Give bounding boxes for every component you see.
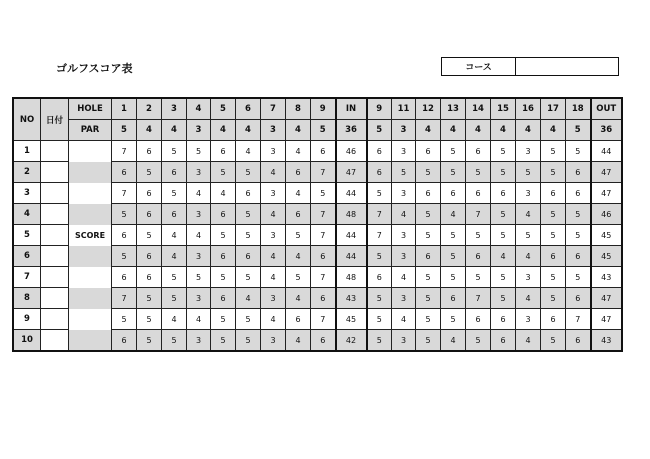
label-cell bbox=[69, 288, 112, 309]
score-cell[interactable]: 6 bbox=[137, 204, 162, 225]
score-cell[interactable]: 4 bbox=[516, 288, 541, 309]
score-cell[interactable]: 3 bbox=[187, 162, 211, 183]
table-row bbox=[14, 267, 622, 288]
score-cell[interactable]: 5 bbox=[211, 309, 236, 330]
score-cell[interactable]: 5 bbox=[541, 204, 566, 225]
score-cell[interactable]: 5 bbox=[516, 162, 541, 183]
out-total-cell: 45 bbox=[591, 246, 622, 267]
score-cell[interactable]: 6 bbox=[137, 267, 162, 288]
score-cell[interactable]: 4 bbox=[441, 330, 466, 351]
score-cell[interactable]: 6 bbox=[466, 246, 491, 267]
par-9: 5 bbox=[311, 120, 336, 141]
par-15: 4 bbox=[491, 120, 516, 141]
score-cell[interactable]: 6 bbox=[466, 141, 491, 162]
score-cell[interactable]: 7 bbox=[466, 288, 491, 309]
score-cell[interactable]: 5 bbox=[187, 267, 211, 288]
par-in-total: 36 bbox=[336, 120, 367, 141]
score-cell[interactable]: 4 bbox=[261, 162, 286, 183]
score-cell[interactable]: 3 bbox=[261, 330, 286, 351]
out-total-cell: 47 bbox=[591, 162, 622, 183]
score-cell[interactable]: 6 bbox=[416, 246, 441, 267]
score-cell[interactable]: 6 bbox=[441, 183, 466, 204]
score-cell[interactable]: 5 bbox=[286, 267, 311, 288]
hole-13: 13 bbox=[441, 99, 466, 120]
score-cell[interactable]: 5 bbox=[416, 204, 441, 225]
hole-1: 1 bbox=[112, 99, 137, 120]
score-cell[interactable]: 4 bbox=[261, 246, 286, 267]
in-total-cell: 46 bbox=[336, 141, 367, 162]
score-cell[interactable]: 4 bbox=[516, 246, 541, 267]
out-total-cell: 47 bbox=[591, 309, 622, 330]
table-row bbox=[14, 204, 622, 225]
par-10: 5 bbox=[367, 120, 392, 141]
score-cell[interactable]: 4 bbox=[392, 267, 416, 288]
score-table bbox=[13, 98, 622, 351]
par-12: 4 bbox=[416, 120, 441, 141]
score-cell[interactable]: 5 bbox=[236, 204, 261, 225]
score-cell[interactable]: 6 bbox=[286, 162, 311, 183]
score-cell[interactable]: 4 bbox=[211, 183, 236, 204]
score-cell[interactable]: 3 bbox=[516, 309, 541, 330]
score-cell[interactable]: 5 bbox=[491, 141, 516, 162]
score-cell[interactable]: 6 bbox=[162, 162, 187, 183]
score-cell[interactable]: 3 bbox=[392, 141, 416, 162]
score-cell[interactable]: 5 bbox=[541, 330, 566, 351]
score-cell[interactable]: 3 bbox=[261, 288, 286, 309]
par-17: 4 bbox=[541, 120, 566, 141]
score-cell[interactable]: 6 bbox=[137, 246, 162, 267]
date-cell[interactable] bbox=[41, 309, 69, 330]
score-cell[interactable]: 7 bbox=[311, 225, 336, 246]
score-cell[interactable]: 5 bbox=[441, 162, 466, 183]
table-row bbox=[14, 225, 622, 246]
score-cell[interactable]: 6 bbox=[367, 162, 392, 183]
score-cell[interactable]: 5 bbox=[236, 330, 261, 351]
course-field bbox=[441, 57, 619, 76]
score-cell[interactable]: 6 bbox=[137, 183, 162, 204]
score-cell[interactable]: 6 bbox=[466, 309, 491, 330]
score-cell[interactable]: 4 bbox=[261, 309, 286, 330]
score-cell[interactable]: 5 bbox=[566, 267, 591, 288]
row-number: 4 bbox=[14, 204, 41, 225]
row-number: 3 bbox=[14, 183, 41, 204]
score-cell[interactable]: 5 bbox=[566, 141, 591, 162]
score-cell[interactable]: 6 bbox=[367, 267, 392, 288]
score-cell[interactable]: 5 bbox=[491, 267, 516, 288]
score-cell[interactable]: 4 bbox=[261, 267, 286, 288]
score-cell[interactable]: 4 bbox=[187, 225, 211, 246]
page-title: ゴルフスコア表 bbox=[56, 62, 133, 75]
course-input[interactable] bbox=[516, 58, 618, 75]
score-cell[interactable]: 5 bbox=[211, 267, 236, 288]
score-cell[interactable]: 5 bbox=[367, 330, 392, 351]
score-cell[interactable]: 6 bbox=[491, 309, 516, 330]
score-cell[interactable]: 5 bbox=[162, 330, 187, 351]
score-cell[interactable]: 6 bbox=[566, 288, 591, 309]
par-4: 3 bbox=[187, 120, 211, 141]
score-cell[interactable]: 6 bbox=[311, 141, 336, 162]
date-cell[interactable] bbox=[41, 267, 69, 288]
table-row bbox=[14, 162, 622, 183]
score-cell[interactable]: 4 bbox=[516, 204, 541, 225]
score-cell[interactable]: 5 bbox=[211, 225, 236, 246]
score-cell[interactable]: 4 bbox=[162, 246, 187, 267]
hole-10: 9 bbox=[367, 99, 392, 120]
par-2: 4 bbox=[137, 120, 162, 141]
score-cell[interactable]: 3 bbox=[516, 267, 541, 288]
score-cell[interactable]: 4 bbox=[491, 246, 516, 267]
score-cell[interactable]: 5 bbox=[441, 246, 466, 267]
in-total-cell: 44 bbox=[336, 246, 367, 267]
par-out-total: 36 bbox=[591, 120, 622, 141]
header-par: PAR bbox=[69, 120, 112, 141]
score-cell[interactable]: 5 bbox=[162, 141, 187, 162]
score-cell[interactable]: 5 bbox=[187, 141, 211, 162]
score-cell[interactable]: 4 bbox=[516, 330, 541, 351]
score-cell[interactable]: 6 bbox=[566, 246, 591, 267]
table-row bbox=[14, 330, 622, 351]
score-cell[interactable]: 6 bbox=[162, 204, 187, 225]
score-cell[interactable]: 5 bbox=[491, 162, 516, 183]
in-total-cell: 42 bbox=[336, 330, 367, 351]
score-cell[interactable]: 5 bbox=[286, 225, 311, 246]
score-cell[interactable]: 7 bbox=[311, 267, 336, 288]
label-cell bbox=[69, 183, 112, 204]
date-cell[interactable] bbox=[41, 246, 69, 267]
score-cell[interactable]: 6 bbox=[367, 141, 392, 162]
par-8: 4 bbox=[286, 120, 311, 141]
score-cell[interactable]: 6 bbox=[236, 246, 261, 267]
hole-6: 6 bbox=[236, 99, 261, 120]
score-cell[interactable]: 4 bbox=[236, 141, 261, 162]
score-cell[interactable]: 5 bbox=[112, 204, 137, 225]
score-cell[interactable]: 6 bbox=[112, 330, 137, 351]
score-cell[interactable]: 3 bbox=[516, 141, 541, 162]
date-cell[interactable] bbox=[41, 288, 69, 309]
score-cell[interactable]: 5 bbox=[466, 267, 491, 288]
score-cell[interactable]: 6 bbox=[541, 309, 566, 330]
table-row bbox=[14, 288, 622, 309]
hole-14: 14 bbox=[466, 99, 491, 120]
score-cell[interactable]: 5 bbox=[566, 204, 591, 225]
score-cell[interactable]: 5 bbox=[367, 183, 392, 204]
hole-12: 12 bbox=[416, 99, 441, 120]
score-cell[interactable]: 6 bbox=[211, 204, 236, 225]
row-number: 5 bbox=[14, 225, 41, 246]
score-cell[interactable]: 5 bbox=[541, 225, 566, 246]
score-cell[interactable]: 4 bbox=[286, 246, 311, 267]
label-cell bbox=[69, 162, 112, 183]
hole-9: 9 bbox=[311, 99, 336, 120]
score-cell[interactable]: 6 bbox=[441, 288, 466, 309]
label-cell bbox=[69, 141, 112, 162]
out-total-cell: 44 bbox=[591, 141, 622, 162]
out-total-cell: 43 bbox=[591, 330, 622, 351]
label-cell bbox=[69, 330, 112, 351]
score-cell[interactable]: 5 bbox=[441, 225, 466, 246]
score-cell[interactable]: 5 bbox=[416, 309, 441, 330]
row-number: 7 bbox=[14, 267, 41, 288]
out-total-cell: 45 bbox=[591, 225, 622, 246]
out-total-cell: 43 bbox=[591, 267, 622, 288]
score-cell[interactable]: 4 bbox=[286, 330, 311, 351]
score-cell[interactable]: 5 bbox=[466, 225, 491, 246]
score-cell[interactable]: 7 bbox=[112, 288, 137, 309]
score-cell[interactable]: 6 bbox=[416, 183, 441, 204]
score-cell[interactable]: 4 bbox=[261, 204, 286, 225]
score-cell[interactable]: 5 bbox=[516, 225, 541, 246]
score-cell[interactable]: 5 bbox=[112, 309, 137, 330]
score-cell[interactable]: 6 bbox=[466, 183, 491, 204]
score-cell[interactable]: 3 bbox=[261, 183, 286, 204]
course-label: コース bbox=[442, 58, 516, 75]
table-row bbox=[14, 183, 622, 204]
in-total-cell: 45 bbox=[336, 309, 367, 330]
score-cell[interactable]: 5 bbox=[112, 246, 137, 267]
score-cell[interactable]: 5 bbox=[466, 162, 491, 183]
row-number: 9 bbox=[14, 309, 41, 330]
in-total-cell: 43 bbox=[336, 288, 367, 309]
in-total-cell: 44 bbox=[336, 183, 367, 204]
par-14: 4 bbox=[466, 120, 491, 141]
score-cell[interactable]: 6 bbox=[286, 204, 311, 225]
out-total-cell: 46 bbox=[591, 204, 622, 225]
score-cell[interactable]: 5 bbox=[416, 330, 441, 351]
par-1: 5 bbox=[112, 120, 137, 141]
par-18: 5 bbox=[566, 120, 591, 141]
score-cell[interactable]: 6 bbox=[566, 183, 591, 204]
score-cell[interactable]: 5 bbox=[162, 267, 187, 288]
in-total-cell: 48 bbox=[336, 267, 367, 288]
score-cell[interactable]: 7 bbox=[566, 309, 591, 330]
score-cell[interactable]: 6 bbox=[491, 330, 516, 351]
score-cell[interactable]: 3 bbox=[392, 288, 416, 309]
par-16: 4 bbox=[516, 120, 541, 141]
score-cell[interactable]: 6 bbox=[566, 330, 591, 351]
score-cell[interactable]: 7 bbox=[367, 204, 392, 225]
score-cell[interactable]: 3 bbox=[187, 288, 211, 309]
score-cell[interactable]: 6 bbox=[566, 162, 591, 183]
score-cell[interactable]: 5 bbox=[137, 309, 162, 330]
header-date: 日付 bbox=[41, 99, 69, 141]
score-cell[interactable]: 4 bbox=[286, 288, 311, 309]
par-6: 4 bbox=[236, 120, 261, 141]
score-cell[interactable]: 5 bbox=[367, 309, 392, 330]
table-row bbox=[14, 246, 622, 267]
label-cell bbox=[69, 246, 112, 267]
score-cell[interactable]: 4 bbox=[187, 309, 211, 330]
score-cell[interactable]: 5 bbox=[541, 162, 566, 183]
label-cell bbox=[69, 309, 112, 330]
score-cell[interactable]: 5 bbox=[541, 288, 566, 309]
score-cell[interactable]: 7 bbox=[311, 204, 336, 225]
header-in: IN bbox=[336, 99, 367, 120]
table-row bbox=[14, 141, 622, 162]
score-cell[interactable]: 6 bbox=[112, 162, 137, 183]
in-total-cell: 48 bbox=[336, 204, 367, 225]
score-cell[interactable]: 4 bbox=[162, 309, 187, 330]
hole-5: 5 bbox=[211, 99, 236, 120]
header-row-par bbox=[14, 120, 622, 141]
score-cell[interactable]: 5 bbox=[236, 309, 261, 330]
score-cell[interactable]: 5 bbox=[541, 267, 566, 288]
score-cell[interactable]: 5 bbox=[211, 162, 236, 183]
score-cell[interactable]: 5 bbox=[441, 141, 466, 162]
score-cell[interactable]: 5 bbox=[416, 162, 441, 183]
score-cell[interactable]: 5 bbox=[441, 267, 466, 288]
score-cell[interactable]: 6 bbox=[311, 246, 336, 267]
date-cell[interactable] bbox=[41, 225, 69, 246]
score-cell[interactable]: 6 bbox=[236, 183, 261, 204]
score-cell[interactable]: 6 bbox=[211, 141, 236, 162]
hole-18: 18 bbox=[566, 99, 591, 120]
row-number: 1 bbox=[14, 141, 41, 162]
score-cell[interactable]: 3 bbox=[392, 225, 416, 246]
date-cell[interactable] bbox=[41, 141, 69, 162]
score-cell[interactable]: 5 bbox=[162, 183, 187, 204]
hole-11: 11 bbox=[392, 99, 416, 120]
score-cell[interactable]: 4 bbox=[392, 309, 416, 330]
score-cell[interactable]: 4 bbox=[162, 225, 187, 246]
date-cell[interactable] bbox=[41, 162, 69, 183]
score-cell[interactable]: 5 bbox=[466, 330, 491, 351]
score-cell[interactable]: 5 bbox=[392, 162, 416, 183]
hole-4: 4 bbox=[187, 99, 211, 120]
header-out: OUT bbox=[591, 99, 622, 120]
hole-16: 16 bbox=[516, 99, 541, 120]
score-cell[interactable]: 5 bbox=[137, 330, 162, 351]
score-cell[interactable]: 5 bbox=[491, 204, 516, 225]
score-cell[interactable]: 5 bbox=[441, 309, 466, 330]
date-cell[interactable] bbox=[41, 204, 69, 225]
par-7: 3 bbox=[261, 120, 286, 141]
score-cell[interactable]: 6 bbox=[112, 267, 137, 288]
in-total-cell: 44 bbox=[336, 225, 367, 246]
row-number: 2 bbox=[14, 162, 41, 183]
hole-8: 8 bbox=[286, 99, 311, 120]
score-cell[interactable]: 3 bbox=[187, 246, 211, 267]
score-cell[interactable]: 3 bbox=[392, 330, 416, 351]
score-cell[interactable]: 3 bbox=[392, 246, 416, 267]
header-row-hole bbox=[14, 99, 622, 120]
score-cell[interactable]: 6 bbox=[137, 141, 162, 162]
score-cell[interactable]: 5 bbox=[137, 288, 162, 309]
score-cell[interactable]: 5 bbox=[416, 267, 441, 288]
score-cell[interactable]: 3 bbox=[261, 225, 286, 246]
row-number: 10 bbox=[14, 330, 41, 351]
score-cell[interactable]: 6 bbox=[112, 225, 137, 246]
score-cell[interactable]: 6 bbox=[311, 288, 336, 309]
score-cell[interactable]: 5 bbox=[566, 225, 591, 246]
label-cell bbox=[69, 204, 112, 225]
score-cell[interactable]: 7 bbox=[367, 225, 392, 246]
score-cell[interactable]: 6 bbox=[286, 309, 311, 330]
score-cell[interactable]: 5 bbox=[416, 225, 441, 246]
row-number: 8 bbox=[14, 288, 41, 309]
score-cell[interactable]: 5 bbox=[162, 288, 187, 309]
score-cell[interactable]: 4 bbox=[236, 288, 261, 309]
score-cell[interactable]: 3 bbox=[187, 204, 211, 225]
score-cell[interactable]: 5 bbox=[137, 162, 162, 183]
score-cell[interactable]: 7 bbox=[112, 183, 137, 204]
score-cell[interactable]: 5 bbox=[236, 162, 261, 183]
par-13: 4 bbox=[441, 120, 466, 141]
out-total-cell: 47 bbox=[591, 288, 622, 309]
score-cell[interactable]: 6 bbox=[311, 330, 336, 351]
hole-15: 15 bbox=[491, 99, 516, 120]
score-cell[interactable]: 3 bbox=[392, 183, 416, 204]
score-cell[interactable]: 6 bbox=[541, 246, 566, 267]
score-cell[interactable]: 5 bbox=[236, 267, 261, 288]
par-5: 4 bbox=[211, 120, 236, 141]
score-cell[interactable]: 4 bbox=[286, 141, 311, 162]
score-cell[interactable]: 7 bbox=[311, 309, 336, 330]
score-cell[interactable]: 3 bbox=[187, 330, 211, 351]
score-cell[interactable]: 4 bbox=[187, 183, 211, 204]
score-label: SCORE bbox=[69, 225, 112, 246]
date-cell[interactable] bbox=[41, 183, 69, 204]
hole-7: 7 bbox=[261, 99, 286, 120]
score-cell[interactable]: 5 bbox=[367, 246, 392, 267]
score-cell[interactable]: 5 bbox=[491, 225, 516, 246]
score-cell[interactable]: 5 bbox=[367, 288, 392, 309]
score-cell[interactable]: 5 bbox=[541, 141, 566, 162]
header-no: NO bbox=[14, 99, 41, 141]
score-cell[interactable]: 3 bbox=[516, 183, 541, 204]
hole-2: 2 bbox=[137, 99, 162, 120]
score-cell[interactable]: 5 bbox=[211, 330, 236, 351]
hole-3: 3 bbox=[162, 99, 187, 120]
score-cell[interactable]: 7 bbox=[112, 141, 137, 162]
table-row bbox=[14, 309, 622, 330]
label-cell bbox=[69, 267, 112, 288]
score-cell[interactable]: 7 bbox=[466, 204, 491, 225]
score-cell[interactable]: 5 bbox=[236, 225, 261, 246]
date-cell[interactable] bbox=[41, 330, 69, 351]
out-total-cell: 47 bbox=[591, 183, 622, 204]
par-11: 3 bbox=[392, 120, 416, 141]
score-cell[interactable]: 6 bbox=[491, 183, 516, 204]
score-cell[interactable]: 5 bbox=[311, 183, 336, 204]
score-cell[interactable]: 5 bbox=[416, 288, 441, 309]
row-number: 6 bbox=[14, 246, 41, 267]
score-cell[interactable]: 5 bbox=[137, 225, 162, 246]
score-cell[interactable]: 6 bbox=[211, 246, 236, 267]
score-cell[interactable]: 3 bbox=[261, 141, 286, 162]
hole-17: 17 bbox=[541, 99, 566, 120]
score-cell[interactable]: 7 bbox=[311, 162, 336, 183]
score-cell[interactable]: 5 bbox=[491, 288, 516, 309]
score-cell[interactable]: 4 bbox=[392, 204, 416, 225]
header-hole: HOLE bbox=[69, 99, 112, 120]
score-cell[interactable]: 4 bbox=[286, 183, 311, 204]
score-cell[interactable]: 6 bbox=[541, 183, 566, 204]
score-cell[interactable]: 4 bbox=[441, 204, 466, 225]
par-3: 4 bbox=[162, 120, 187, 141]
in-total-cell: 47 bbox=[336, 162, 367, 183]
score-cell[interactable]: 6 bbox=[416, 141, 441, 162]
score-cell[interactable]: 6 bbox=[211, 288, 236, 309]
